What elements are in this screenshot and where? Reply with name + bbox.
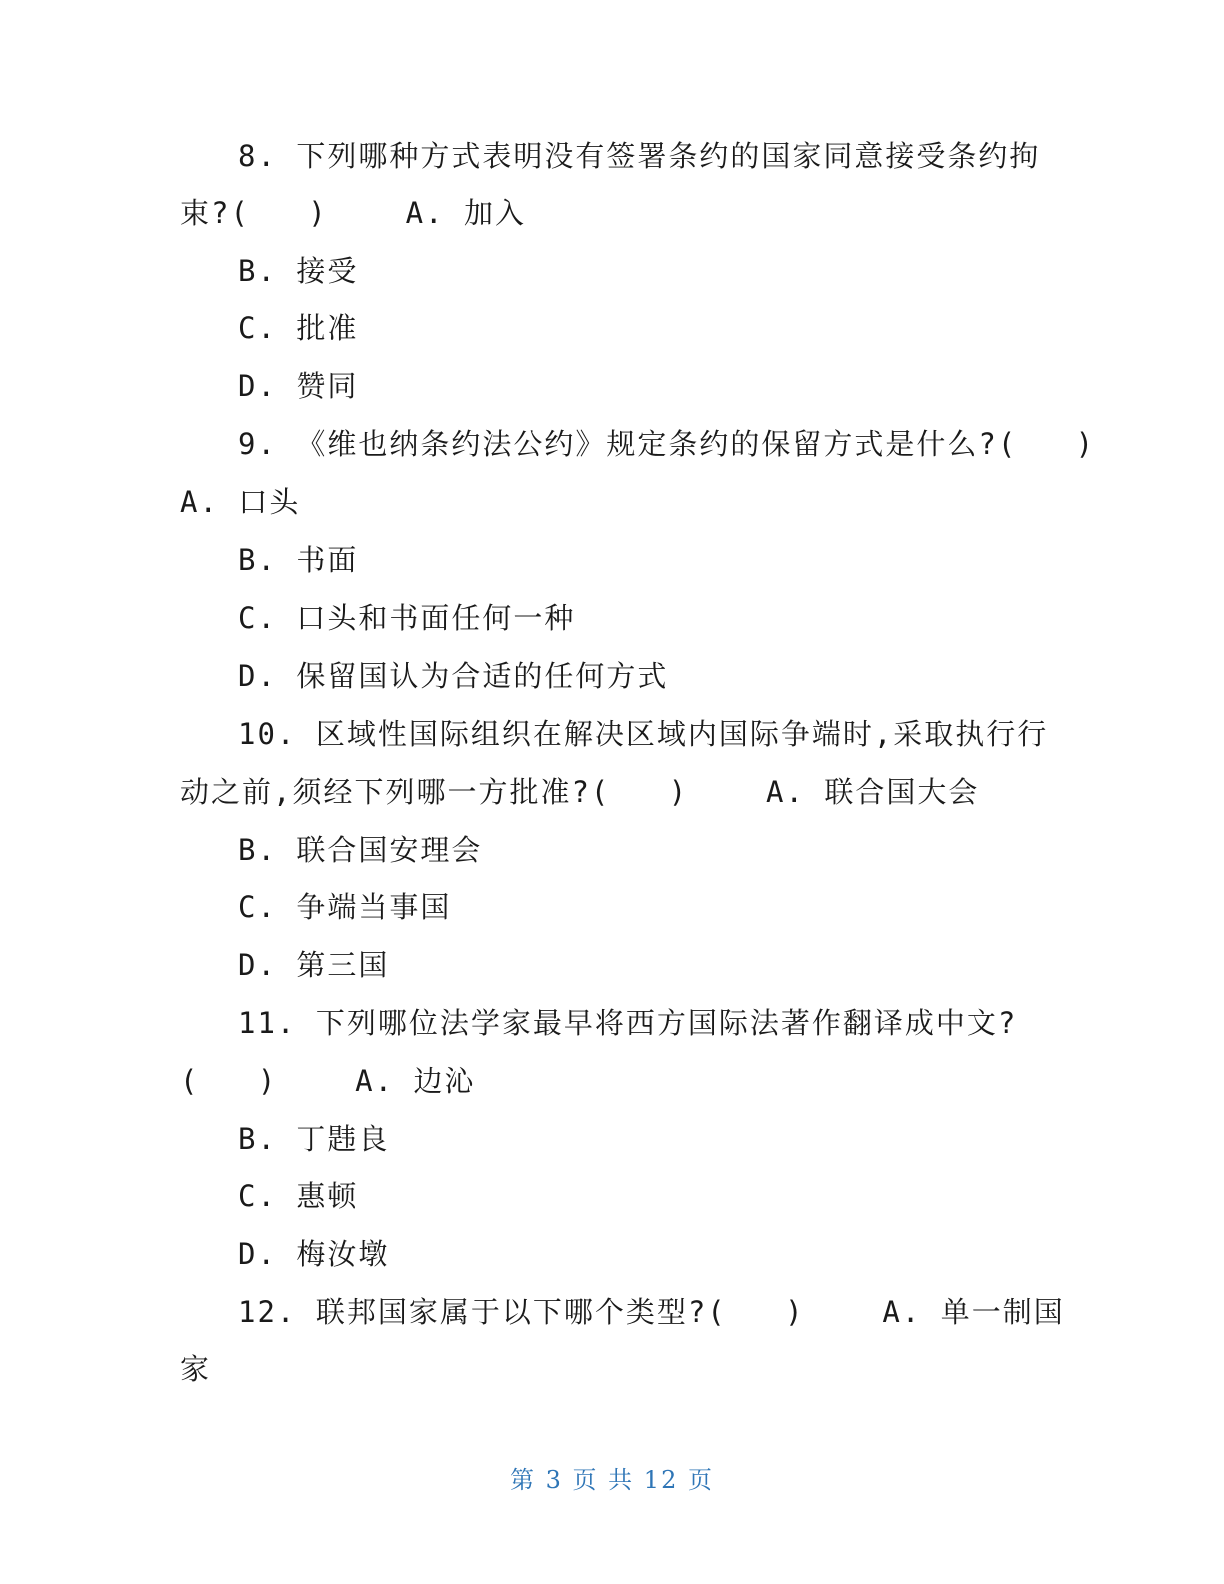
- question-8-option-c: C. 批准: [238, 311, 359, 345]
- question-8-line-2: 束?( ) A. 加入: [180, 196, 526, 230]
- page-footer: 第 3 页 共 12 页: [510, 1466, 714, 1494]
- question-9-option-c: C. 口头和书面任何一种: [238, 601, 576, 635]
- question-9-option-b: B. 书面: [238, 543, 359, 577]
- question-8-line-1: 8. 下列哪种方式表明没有签署条约的国家同意接受条约拘: [238, 139, 1041, 173]
- question-12-line-1: 12. 联邦国家属于以下哪个类型?( ) A. 单一制国: [238, 1295, 1065, 1329]
- question-9-line-1: 9. 《维也纳条约法公约》规定条约的保留方式是什么?( ): [238, 427, 1096, 461]
- question-10-option-d: D. 第三国: [238, 948, 390, 982]
- question-10-option-b: B. 联合国安理会: [238, 833, 483, 867]
- question-8-option-d: D. 赞同: [238, 369, 359, 403]
- question-12-line-2: 家: [180, 1352, 212, 1386]
- question-11-line-2: ( ) A. 边沁: [180, 1064, 476, 1098]
- question-10-line-2: 动之前,须经下列哪一方批准?( ) A. 联合国大会: [180, 775, 980, 809]
- question-11-line-1: 11. 下列哪位法学家最早将西方国际法著作翻译成中文?: [238, 1006, 1018, 1040]
- question-8-option-b: B. 接受: [238, 254, 359, 288]
- question-9-line-2: A. 口头: [180, 485, 301, 519]
- question-11-option-b: B. 丁韪良: [238, 1122, 390, 1156]
- question-11-option-d: D. 梅汝墩: [238, 1237, 390, 1271]
- question-9-option-d: D. 保留国认为合适的任何方式: [238, 659, 669, 693]
- question-11-option-c: C. 惠顿: [238, 1179, 359, 1213]
- question-10-line-1: 10. 区域性国际组织在解决区域内国际争端时,采取执行行: [238, 717, 1049, 751]
- question-10-option-c: C. 争端当事国: [238, 890, 452, 924]
